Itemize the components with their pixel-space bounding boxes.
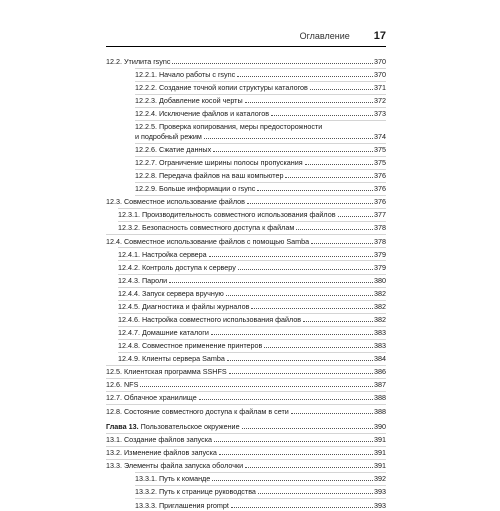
leader-dots xyxy=(271,115,373,116)
toc-entry xyxy=(106,276,386,286)
leader-dots xyxy=(213,151,373,152)
row-separator xyxy=(135,472,386,473)
toc-entry-page: 391 xyxy=(374,435,386,445)
row-separator xyxy=(135,182,386,183)
toc-entry-title: 13.2. Изменение файлов запуска xyxy=(106,448,217,458)
toc-entry-title: 12.3.2. Безопасность совместного доступа к файлам xyxy=(118,223,295,233)
toc-entry-page: 376 xyxy=(374,184,386,194)
row-separator xyxy=(106,433,386,434)
leader-dots xyxy=(140,386,373,387)
toc-entry-title: Глава 13. Пользовательское окружение xyxy=(106,422,240,432)
leader-dots xyxy=(245,467,373,468)
toc-entry xyxy=(106,341,386,351)
toc-entry xyxy=(106,145,386,155)
toc-entry-title: 12.4.2. Контроль доступа к серверу xyxy=(118,262,236,272)
toc-entry-title: 13.3.1. Путь к команде xyxy=(135,474,211,484)
leader-dots xyxy=(242,428,373,429)
toc-entry-page: 391 xyxy=(374,448,386,458)
leader-dots xyxy=(291,413,373,414)
toc-entry-page: 384 xyxy=(374,354,386,364)
toc-entry-page: 391 xyxy=(374,461,386,471)
row-separator xyxy=(118,326,386,327)
toc-entry xyxy=(106,448,386,458)
toc-entry xyxy=(106,435,386,445)
running-head-title: Оглавление xyxy=(299,31,350,41)
toc-entry xyxy=(106,407,386,417)
leader-dots xyxy=(257,190,373,191)
toc-entry xyxy=(106,210,386,220)
toc-entry-title: 13.3.3. Приглашения prompt xyxy=(135,500,229,510)
toc-entry-title: 12.2.9. Больше информации о rsync xyxy=(135,184,256,194)
row-separator xyxy=(118,208,386,209)
row-separator xyxy=(106,459,386,460)
row-separator xyxy=(106,391,386,392)
toc-entry-title: 12.2.4. Исключение файлов и каталогов xyxy=(135,109,270,119)
page-number: 17 xyxy=(373,30,386,42)
leader-dots xyxy=(231,507,373,508)
toc-entry-title: 12.4.3. Пароли xyxy=(118,275,168,285)
leader-dots xyxy=(296,229,373,230)
table-of-contents xyxy=(106,57,386,511)
toc-entry xyxy=(106,171,386,181)
leader-dots xyxy=(303,321,373,322)
toc-entry-page: 383 xyxy=(374,328,386,338)
toc-entry-title: 12.8. Состояние совместного доступа к файлам в сети xyxy=(106,406,289,416)
leader-dots xyxy=(172,63,373,64)
leader-dots xyxy=(338,216,373,217)
row-separator xyxy=(106,365,386,366)
row-separator xyxy=(135,68,386,69)
toc-entry xyxy=(106,237,386,247)
toc-entry xyxy=(106,315,386,325)
leader-dots xyxy=(310,89,373,90)
leader-dots xyxy=(227,360,373,361)
toc-entry-page: 378 xyxy=(374,236,386,246)
toc-entry-page: 382 xyxy=(374,288,386,298)
toc-entry-page: 386 xyxy=(374,367,386,377)
row-separator xyxy=(135,107,386,108)
toc-entry-title: 12.2. Утилита rsync xyxy=(106,57,171,66)
toc-entry-title: 12.2.2. Создание точной копии структуры каталогов xyxy=(135,83,308,93)
row-separator xyxy=(118,287,386,288)
toc-entry xyxy=(106,461,386,471)
toc-entry-page: 371 xyxy=(374,83,386,93)
toc-entry-page: 380 xyxy=(374,275,386,285)
toc-entry-page: 370 xyxy=(374,70,386,80)
toc-entry xyxy=(106,109,386,119)
leader-dots xyxy=(226,295,373,296)
row-separator xyxy=(135,81,386,82)
row-separator xyxy=(135,94,386,95)
toc-entry-title: 12.4. Совместное использование файлов с помощью Samba xyxy=(106,236,310,246)
leader-dots xyxy=(258,493,373,494)
toc-entry xyxy=(106,122,386,141)
toc-entry xyxy=(106,289,386,299)
toc-entry-title: 12.4.5. Диагностика и файлы журналов xyxy=(118,301,250,311)
leader-dots xyxy=(219,454,373,455)
toc-entry-title: 12.3. Совместное использование файлов xyxy=(106,197,245,207)
toc-entry-page: 382 xyxy=(374,301,386,311)
toc-entry-page: 374 xyxy=(374,131,386,141)
row-separator xyxy=(106,234,386,235)
leader-dots xyxy=(285,177,373,178)
leader-dots xyxy=(305,164,373,165)
toc-entry-page: 393 xyxy=(374,500,386,510)
toc-entry-title: 13.3. Элементы файла запуска оболочки xyxy=(106,461,244,471)
toc-entry-page: 387 xyxy=(374,380,386,390)
toc-entry-page: 378 xyxy=(374,223,386,233)
toc-entry-title: 12.4.4. Запуск сервера вручную xyxy=(118,288,224,298)
toc-entry-page: 383 xyxy=(374,341,386,351)
chapter-number: Глава 13. xyxy=(106,422,139,432)
leader-dots xyxy=(212,480,373,481)
leader-dots xyxy=(251,308,373,309)
row-separator xyxy=(118,274,386,275)
toc-entry-page: 382 xyxy=(374,314,386,324)
row-separator xyxy=(106,404,386,405)
row-separator xyxy=(135,156,386,157)
row-separator xyxy=(118,313,386,314)
toc-entry-title: 12.4.8. Совместное применение принтеров xyxy=(118,341,263,351)
row-separator xyxy=(135,498,386,499)
row-separator xyxy=(118,339,386,340)
toc-entry-title: 12.2.5. Проверка копирования, меры предосторожности xyxy=(135,122,323,132)
toc-entry xyxy=(106,263,386,273)
toc-entry-page: 392 xyxy=(374,474,386,484)
toc-entry-title: 12.4.7. Домашние каталоги xyxy=(118,328,209,338)
toc-entry-title: 12.2.7. Ограничение ширины полосы пропускания xyxy=(135,158,303,168)
toc-entry xyxy=(106,393,386,403)
toc-entry xyxy=(106,184,386,194)
toc-entry-title: 12.7. Облачное хранилище xyxy=(106,393,197,403)
toc-entry xyxy=(106,474,386,484)
toc-entry xyxy=(106,70,386,80)
toc-entry-title: 13.1. Создание файлов запуска xyxy=(106,435,213,445)
leader-dots xyxy=(229,373,373,374)
toc-entry-page: 376 xyxy=(374,197,386,207)
toc-entry xyxy=(106,223,386,233)
toc-entry xyxy=(106,96,386,106)
toc-entry xyxy=(106,158,386,168)
row-separator xyxy=(135,143,386,144)
toc-entry xyxy=(106,57,386,67)
leader-dots xyxy=(238,269,373,270)
toc-entry xyxy=(106,367,386,377)
toc-chapter xyxy=(106,422,386,432)
row-separator xyxy=(106,446,386,447)
leader-dots xyxy=(214,441,373,442)
toc-entry-title-cont: и подробный режим xyxy=(135,131,202,141)
row-separator xyxy=(135,195,386,196)
toc-entry xyxy=(106,250,386,260)
row-separator xyxy=(135,120,386,121)
leader-dots xyxy=(169,282,373,283)
row-separator xyxy=(118,300,386,301)
toc-entry xyxy=(106,83,386,93)
toc-entry-page: 375 xyxy=(374,144,386,154)
toc-entry-page: 377 xyxy=(374,210,386,220)
toc-entry xyxy=(106,487,386,497)
toc-entry-page: 375 xyxy=(374,158,386,168)
toc-entry-page: 379 xyxy=(374,249,386,259)
leader-dots xyxy=(211,334,373,335)
toc-entry-page: 388 xyxy=(374,406,386,416)
toc-entry-page: 388 xyxy=(374,393,386,403)
toc-entry-title: 12.3.1. Производительность совместного использования файлов xyxy=(118,210,336,220)
row-separator xyxy=(118,247,386,248)
toc-entry-title: 13.3.2. Путь к странице руководства xyxy=(135,487,256,497)
toc-entry xyxy=(106,197,386,207)
row-separator xyxy=(118,260,386,261)
toc-entry-line xyxy=(135,132,386,142)
row-separator xyxy=(135,485,386,486)
toc-entry xyxy=(106,302,386,312)
toc-entry xyxy=(106,328,386,338)
toc-entry-page: 393 xyxy=(374,487,386,497)
toc-entry-title: 12.2.3. Добавление косой черты xyxy=(135,96,243,106)
toc-entry-page: 372 xyxy=(374,96,386,106)
toc-entry-title: 12.4.6. Настройка совместного использования файлов xyxy=(118,314,302,324)
toc-entry xyxy=(106,354,386,364)
toc-entry-title: 12.4.1. Настройка сервера xyxy=(118,249,207,259)
toc-entry-title: 12.5. Клиентская программа SSHFS xyxy=(106,367,227,377)
leader-dots xyxy=(264,347,373,348)
page-header xyxy=(106,30,386,42)
row-separator xyxy=(106,378,386,379)
toc-entry xyxy=(106,501,386,511)
leader-dots xyxy=(209,256,373,257)
toc-entry-title: 12.2.8. Передача файлов на ваш компьютер xyxy=(135,171,284,181)
toc-entry xyxy=(106,380,386,390)
row-separator xyxy=(118,352,386,353)
leader-dots xyxy=(247,203,373,204)
row-separator xyxy=(135,169,386,170)
leader-dots xyxy=(245,102,373,103)
toc-entry-page: 390 xyxy=(374,422,386,432)
row-separator xyxy=(118,221,386,222)
toc-entry-title: 12.2.6. Сжатие данных xyxy=(135,144,212,154)
leader-dots xyxy=(204,138,373,139)
leader-dots xyxy=(237,76,373,77)
toc-entry-title: 12.2.1. Начало работы с rsync xyxy=(135,70,236,80)
toc-entry-page: 370 xyxy=(374,57,386,66)
leader-dots xyxy=(199,399,373,400)
toc-entry-page: 376 xyxy=(374,171,386,181)
toc-entry-page: 379 xyxy=(374,262,386,272)
toc-entry-title: 12.6. NFS xyxy=(106,380,139,390)
toc-entry-page: 373 xyxy=(374,109,386,119)
header-rule xyxy=(106,46,386,47)
leader-dots xyxy=(311,243,373,244)
toc-entry-title: 12.4.9. Клиенты сервера Samba xyxy=(118,354,225,364)
